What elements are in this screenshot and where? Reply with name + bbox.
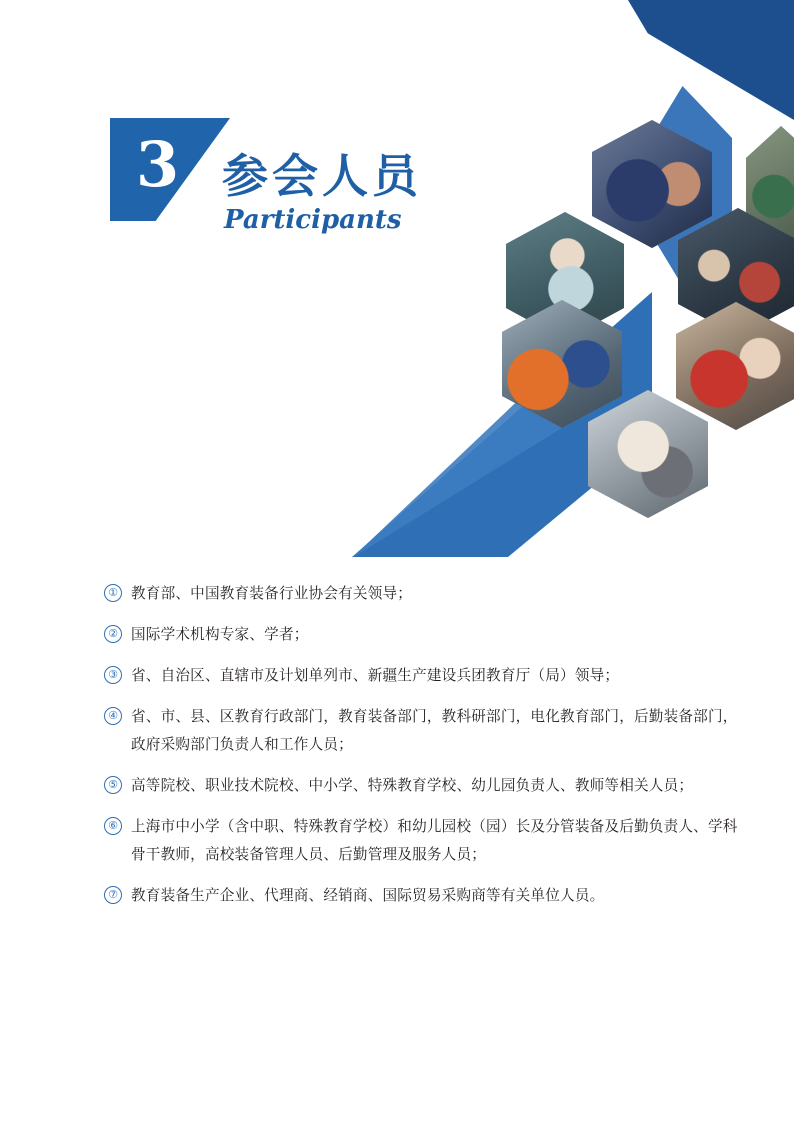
list-item-text: 省、市、县、区教育行政部门，教育装备部门，教科研部门，电化教育部门，后勤装备部门，政府采购部门负责人和工作人员； [131,708,738,753]
list-marker: ③ [104,666,122,684]
list-marker: ⑦ [104,886,122,904]
list-item [104,772,740,800]
photo-orange-jacket-child [502,300,622,428]
photo-two-visitors [592,120,712,248]
section-number-badge [110,118,230,250]
photo-collage [488,112,794,442]
list-item [104,813,740,869]
list-marker: ④ [104,707,122,725]
list-item [104,621,740,649]
list-marker: ② [104,625,122,643]
list-item-text: 教育部、中国教育装备行业协会有关领导； [131,585,413,602]
photo-two-women-tablet [588,390,708,518]
page-subtitle: Participants [224,205,402,235]
list-marker: ① [104,584,122,602]
list-item-text: 国际学术机构专家、学者； [131,626,309,643]
section-number: 3 [136,128,180,201]
list-item [104,662,740,690]
participants-list [104,580,740,923]
page-title: 参会人员 [222,149,422,203]
hero-banner [0,0,794,560]
list-marker: ⑤ [104,776,122,794]
list-item-text: 上海市中小学（含中职、特殊教育学校）和幼儿园校（园）长及分管装备及后勤负责人、学科骨干教师，高校装备管理人员、后勤管理及服务人员； [131,818,738,863]
list-item-text: 教育装备生产企业、代理商、经销商、国际贸易采购商等有关单位人员。 [131,887,605,904]
list-item-text: 省、自治区、直辖市及计划单列市、新疆生产建设兵团教育厅（局）领导； [131,667,620,684]
list-item [104,703,740,759]
list-item [104,580,740,608]
list-marker: ⑥ [104,817,122,835]
photo-red-coat-phone [676,302,794,430]
list-item-text: 高等院校、职业技术院校、中小学、特殊教育学校、幼儿园负责人、教师等相关人员； [131,777,694,794]
list-item [104,882,740,910]
